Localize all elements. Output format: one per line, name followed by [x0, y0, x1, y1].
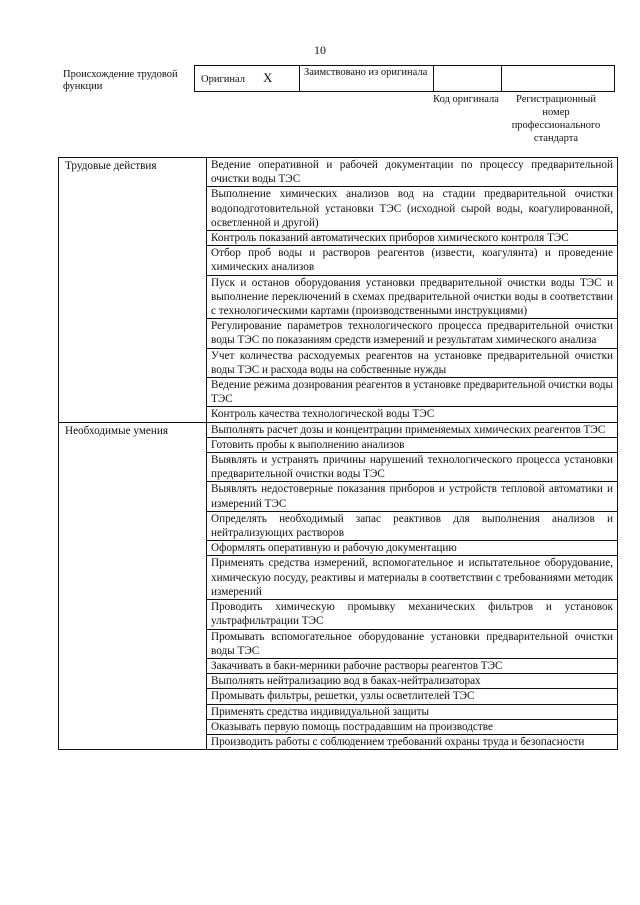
list-item: Оформлять оперативную и рабочую документацию [207, 541, 618, 556]
competency-table [58, 157, 618, 750]
original-code-cell [434, 66, 502, 92]
list-item: Готовить пробы к выполнению анализов [207, 437, 618, 452]
list-item: Выполнять нейтрализацию вод в баках-нейтрализаторах [207, 674, 618, 689]
code-caption: Код оригинала [433, 94, 499, 105]
list-item: Применять средства измерений, вспомогательное и испытательное оборудование, химическую посуду, реактивы и материалы в соответствии с требованиями методик измерений [207, 556, 618, 600]
original-mark: X [263, 70, 273, 85]
list-item: Контроль качества технологической воды ТЭС [207, 407, 618, 422]
list-item: Регулирование параметров технологического процесса предварительной очистки воды ТЭС по показаниям средств измерений и результатам химического анализа [207, 319, 618, 348]
list-item: Определять необходимый запас реактивов для выполнения анализов и нейтрализующих растворов [207, 511, 618, 540]
list-item: Выявлять и устранять причины нарушений технологического процесса установки предварительной очистки воды ТЭС [207, 453, 618, 482]
list-item: Оказывать первую помощь пострадавшим на производстве [207, 719, 618, 734]
list-item: Промывать вспомогательное оборудование установки предварительной очистки воды ТЭС [207, 629, 618, 658]
section-title: Трудовые действия [59, 158, 207, 423]
section-title: Необходимые умения [59, 422, 207, 749]
list-item: Контроль показаний автоматических приборов химического контроля ТЭС [207, 231, 618, 246]
registration-number-cell [502, 66, 615, 92]
list-item: Ведение оперативной и рабочей документации по процессу предварительной очистки воды ТЭС [207, 158, 618, 187]
origin-label: Происхождение трудовой функции [63, 69, 178, 92]
list-item: Выполнение химических анализов вод на стадии предварительной очистки водоподготовительной установки ТЭС (исходной сырой воды, коагулированной, осветленной и другой) [207, 187, 618, 231]
list-item: Проводить химическую промывку механических фильтров и установок ультрафильтрации ТЭС [207, 600, 618, 629]
list-item: Отбор проб воды и растворов реагентов (извести, коагулянта) и проведение химических анализов [207, 246, 618, 275]
list-item: Учет количества расходуемых реагентов на установке предварительной очистки воды ТЭС и расхода воды на собственные нужды [207, 348, 618, 377]
list-item: Ведение режима дозирования реагентов в установке предварительной очистки воды ТЭС [207, 378, 618, 407]
list-item: Применять средства индивидуальной защиты [207, 704, 618, 719]
list-item: Выполнять расчет дозы и концентрации применяемых химических реагентов ТЭС [207, 422, 618, 437]
list-item: Промывать фильтры, решетки, узлы осветлителей ТЭС [207, 689, 618, 704]
list-item: Пуск и останов оборудования установки предварительной очистки воды ТЭС и выполнение переключений в схемах предварительной очистки воды в соответствии с технологическими картами (производственными инструкциями) [207, 275, 618, 319]
borrowed-cell [300, 66, 434, 92]
list-item: Выявлять недостоверные показания приборов и устройств тепловой автоматики и измерений ТЭС [207, 482, 618, 511]
original-label: Оригинал [201, 74, 245, 85]
borrowed-label: Заимствовано из оригинала [304, 67, 428, 78]
list-item: Закачивать в баки-мерники рабочие растворы реагентов ТЭС [207, 658, 618, 673]
registration-caption: Регистрационный номер профессионального стандарта [511, 94, 601, 144]
page-number: 10 [314, 43, 326, 57]
table-row [59, 158, 618, 187]
table-row [59, 422, 618, 437]
origin-table [194, 65, 615, 92]
original-cell [195, 66, 300, 92]
list-item: Производить работы с соблюдением требований охраны труда и безопасности [207, 734, 618, 749]
